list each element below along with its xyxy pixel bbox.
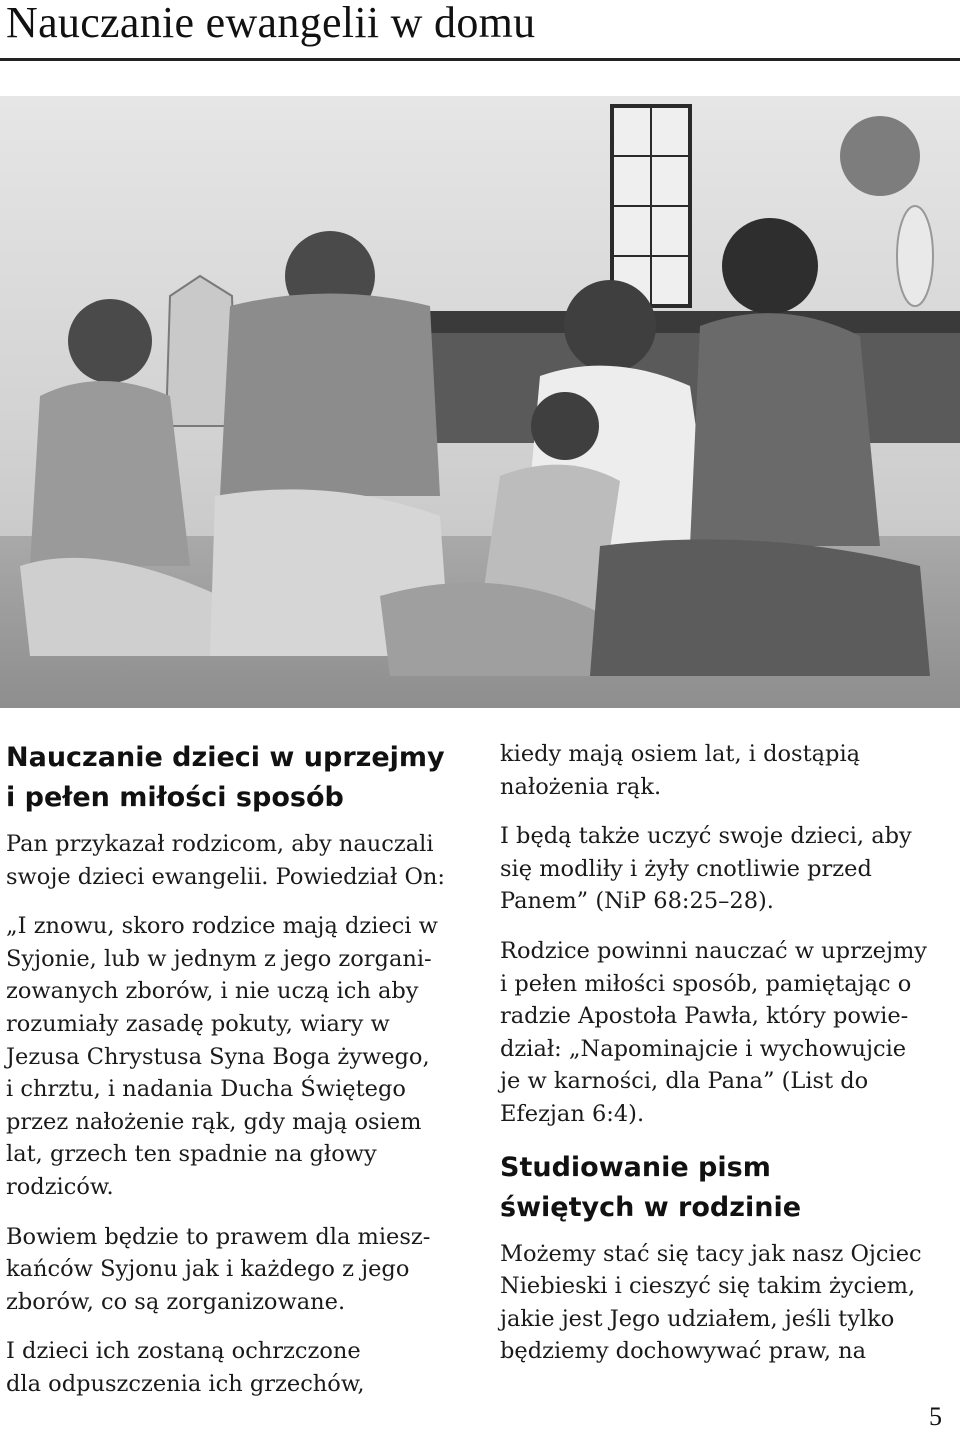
family-prayer-photo	[0, 96, 960, 708]
left-column	[6, 738, 464, 1418]
scripture-quote-continued: Bowiem będzie to prawem dla miesz- kańców Syjonu jak i każdego z jego zborów, co są zorganizowane.	[6, 1223, 431, 1315]
paragraph: Rodzice powinni nauczać w uprzejmy i pełen miłości sposób, pamiętając o radzie Apostoła Pawła, który powie- dział: „Napominajcie i wychowujcie je w karności, dla Pana” (List do Efezjan 6:4).	[500, 937, 928, 1127]
section-heading-family-scripture-study: Studiowanie pism świętych w rodzinie	[500, 1151, 802, 1223]
page-title: Nauczanie ewangelii w domu	[6, 0, 536, 47]
paragraph: Pan przykazał rodzicom, aby nauczali swoje dzieci ewangelii. Powiedział On:	[6, 831, 445, 890]
title-rule	[0, 58, 960, 61]
scripture-quote: „I znowu, skoro rodzice mają dzieci w Syjonie, lub w jednym z jego zorgani- zowanych zborów, i nie uczą ich aby rozumiały zasadę pokuty, wiary w Jezusa Chrystusa Syna Boga żywego, i chrztu, i nadania Ducha Świętego przez nałożenie rąk, gdy mają osiem lat, grzech ten spadnie na głowy rodziców.	[6, 913, 438, 1200]
scripture-quote-continued: kiedy mają osiem lat, i dostąpią nałożenia rąk.	[500, 741, 861, 800]
section-heading-teaching-children: Nauczanie dzieci w uprzejmy i pełen miłości sposób	[6, 742, 445, 813]
scripture-quote-continued: I dzieci ich zostaną ochrzczone dla odpuszczenia ich grzechów,	[6, 1338, 365, 1397]
page-number: 5	[929, 1402, 942, 1431]
scripture-quote-end: I będą także uczyć swoje dzieci, aby się modliły i żyły cnotliwie przed Panem” (NiP 68:25–28).	[500, 823, 912, 915]
right-column	[500, 738, 956, 1385]
paragraph: Możemy stać się tacy jak nasz Ojciec Niebieski i cieszyć się takim życiem, jakie jest Jego udziałem, jeśli tylko będziemy dochowywać praw, na	[500, 1240, 922, 1365]
